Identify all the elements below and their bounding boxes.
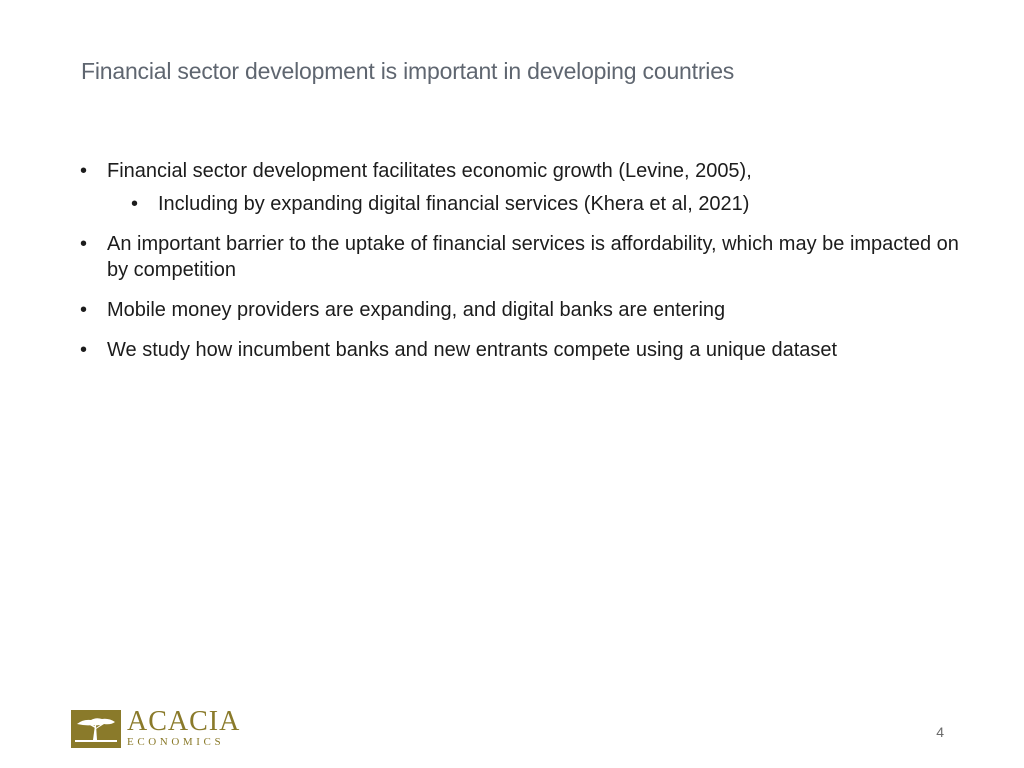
bullet-text: Mobile money providers are expanding, and digital banks are entering <box>107 299 726 321</box>
bullet-text: Financial sector development facilitates economic growth (Levine, 2005), <box>107 160 752 182</box>
sub-bullet-item <box>107 191 960 217</box>
bullet-item <box>80 231 960 283</box>
sub-bullet-text: Including by expanding digital financial services (Khera et al, 2021) <box>158 193 750 215</box>
page-number: 4 <box>936 724 944 740</box>
bullet-list <box>80 158 960 377</box>
logo-name: ACACIA <box>127 706 241 737</box>
slide-title: Financial sector development is important in developing countries <box>81 58 735 84</box>
bullet-text: We study how incumbent banks and new entrants compete using a unique dataset <box>107 339 838 361</box>
bullet-item <box>80 337 960 363</box>
bullet-item <box>80 158 960 217</box>
bullet-text: An important barrier to the uptake of financial services is affordability, which may be impacted on by competition <box>107 233 959 281</box>
acacia-tree-icon <box>71 710 121 748</box>
bullet-item <box>80 297 960 323</box>
sub-bullet-list <box>107 191 960 217</box>
logo-text <box>127 706 241 749</box>
acacia-economics-logo <box>71 706 241 749</box>
logo-subtitle: ECONOMICS <box>127 736 225 748</box>
